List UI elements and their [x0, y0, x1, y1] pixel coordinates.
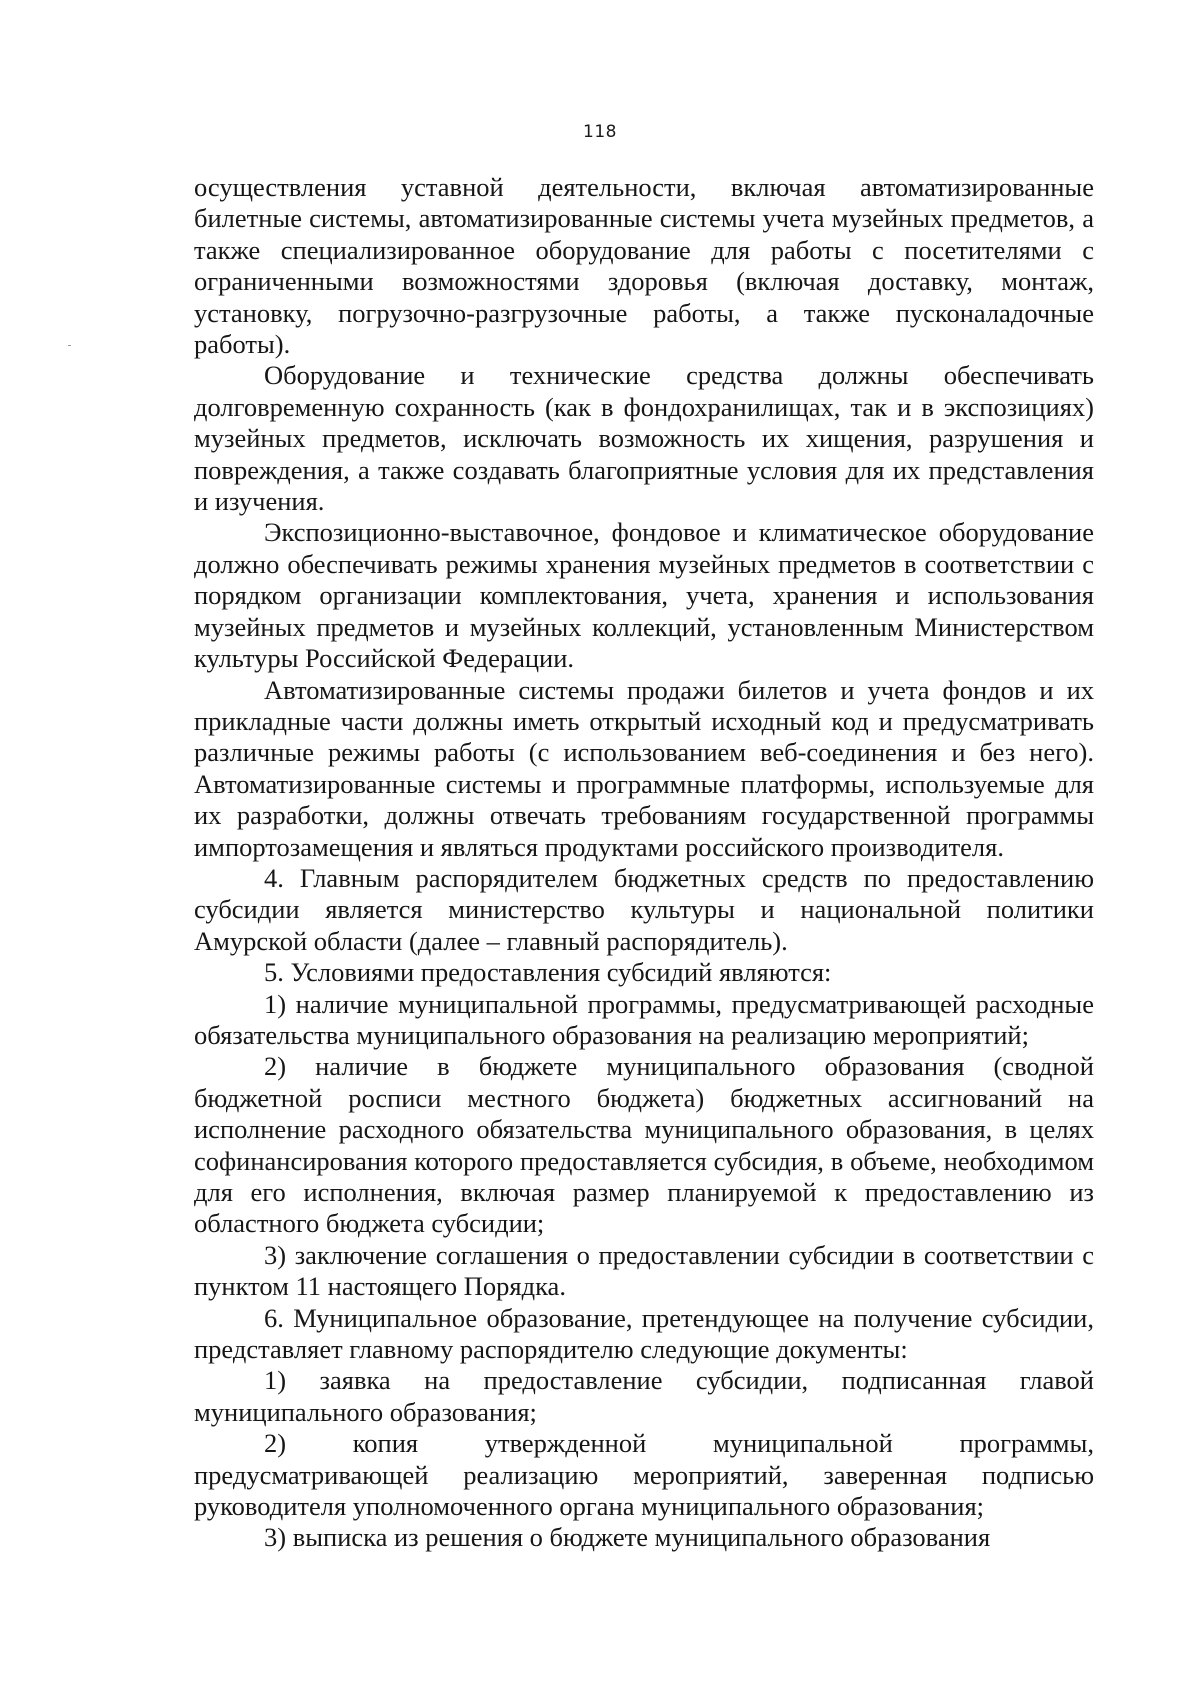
paragraph-item-6: 6. Муниципальное образование, претендующее на получение субсидии, представляет главному распорядителю следующие документы:	[194, 1302, 1094, 1365]
document-body	[194, 172, 1094, 1554]
paragraph-item-5: 5. Условиями предоставления субсидий являются:	[264, 957, 832, 988]
scan-speck	[68, 345, 71, 346]
paragraph-exhibition-equipment: Экспозиционно-выставочное, фондовое и климатическое оборудование должно обеспечивать режимы хранения музейных предметов в соответствии с порядком организации комплектования, учета, хранения и использования музейных предметов и музейных коллекций, установленным Министерством культуры Российской Федерации.	[194, 517, 1094, 674]
paragraph-item-4: 4. Главным распорядителем бюджетных средств по предоставлению субсидии является министерство культуры и национальной политики Амурской области (далее – главный распорядитель).	[194, 862, 1094, 956]
paragraph-item-6-1: 1) заявка на предоставление субсидии, подписанная главой муниципального образования;	[194, 1365, 1094, 1427]
paragraph-item-5-3: 3) заключение соглашения о предоставлении субсидии в соответствии с пунктом 11 настоящего Порядка.	[194, 1239, 1094, 1302]
paragraph-continuation: осуществления уставной деятельности, включая автоматизированные билетные системы, автоматизированные системы учета музейных предметов, а также специализированное оборудование для работы с посетителями с ограниченными возможностями здоровья (включая доставку, монтаж, установку, погрузочно-разгрузочные работы, а также пусконаладочные работы).	[194, 172, 1094, 360]
paragraph-item-5-2: 2) наличие в бюджете муниципального образования (сводной бюджетной росписи местного бюджета) бюджетных ассигнований на исполнение расходного обязательства муниципального образования, в целях софинансирования которого предоставляется субсидия, в объеме, необходимом для его исполнения, включая размер планируемой к предоставлению из областного бюджета субсидии;	[194, 1051, 1094, 1239]
paragraph-item-5-1: 1) наличие муниципальной программы, предусматривающей расходные обязательства муниципального образования на реализацию мероприятий;	[194, 988, 1094, 1050]
paragraph-equipment: Оборудование и технические средства должны обеспечивать долговременную сохранность (как в фондохранилищах, так и в экспозициях) музейных предметов, исключать возможность их хищения, разрушения и повреждения, а также создавать благоприятные условия для их представления и изучения.	[194, 360, 1094, 517]
paragraph-automated-systems: Автоматизированные системы продажи билетов и учета фондов и их прикладные части должны иметь открытый исходный код и предусматривать различные режимы работы (с использованием веб-соединения и без него). Автоматизированные системы и программные платформы, используемые для их разработки, должны отвечать требованиям государственной программы импортозамещения и являться продуктами российского производителя.	[194, 674, 1094, 862]
paragraph-item-6-2: 2) копия утвержденной муниципальной программы, предусматривающей реализацию мероприятий, заверенная подписью руководителя уполномоченного органа муниципального образования;	[194, 1428, 1094, 1522]
paragraph-item-6-3: 3) выписка из решения о бюджете муниципального образования	[264, 1522, 991, 1553]
page-number: 118	[583, 122, 617, 142]
